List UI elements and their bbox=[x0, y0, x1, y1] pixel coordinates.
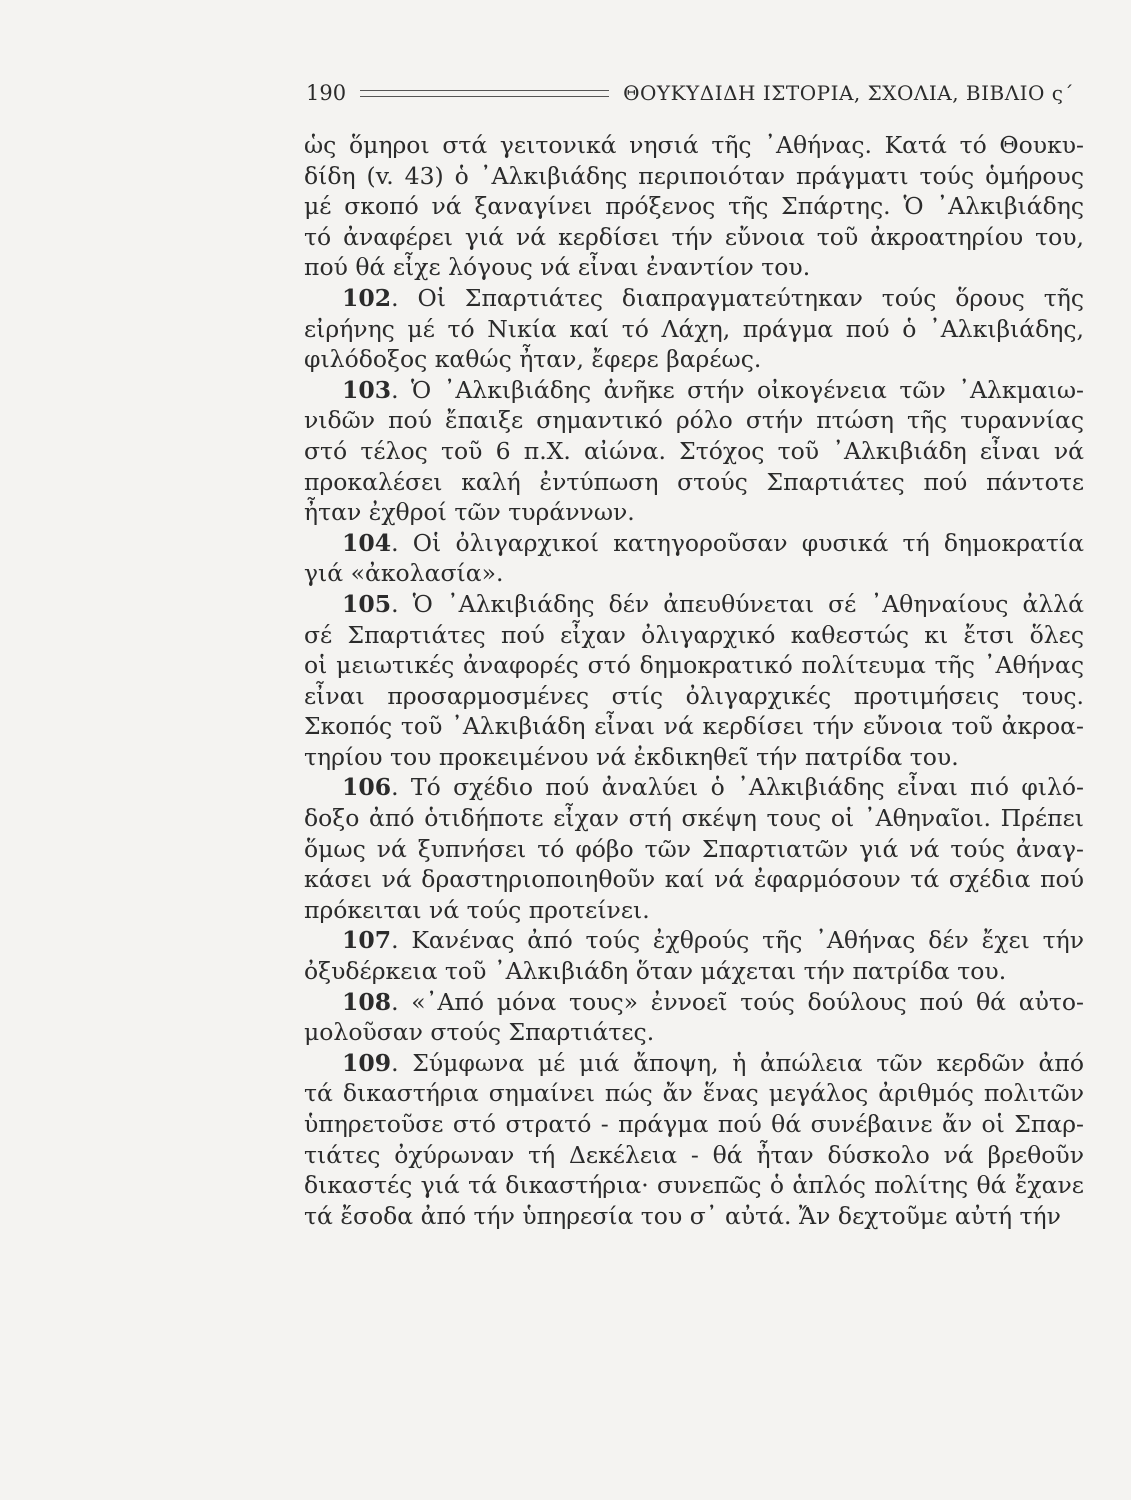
note-paragraph-102 bbox=[304, 283, 1084, 375]
text-line: ὑπηρετοῦσε στό στρατό - πράγμα πού θά συνέβαινε ἄν οἱ Σπαρ- bbox=[304, 1110, 1084, 1138]
note-number: 108 bbox=[342, 987, 392, 1016]
text-line bbox=[304, 772, 1084, 803]
text-line: πρόκειται νά τούς προτείνει. bbox=[304, 895, 650, 924]
text-line: νιδῶν πού ἔπαιξε σημαντικό ρόλο στήν πτώση τῆς τυραννίας bbox=[304, 406, 1084, 435]
text-line: ὡς ὅμηροι στά γειτονικά νησιά τῆς ᾿Αθήνας. Κατά τό Θουκυ- bbox=[304, 131, 1084, 159]
text-line: πού θά εἶχε λόγους νά εἶναι ἐναντίον του. bbox=[304, 253, 811, 282]
note-paragraph-104 bbox=[304, 528, 1084, 589]
note-number: 102 bbox=[342, 283, 392, 312]
note-number: 104 bbox=[342, 528, 392, 557]
page-number: 190 bbox=[306, 81, 347, 105]
text-line: ὀξυδέρκεια τοῦ ᾿Αλκιβιάδη ὅταν μάχεται τήν πατρίδα του. bbox=[304, 957, 1007, 986]
text-line: τηρίου του προκειμένου νά ἐκδικηθεῖ τήν πατρίδα του. bbox=[304, 742, 959, 771]
text-line: τά ἔσοδα ἀπό τήν ὑπηρεσία του σ᾿ αὐτά. Ἄν δεχτοῦμε αὐτή τήν bbox=[304, 1201, 1061, 1230]
text-line bbox=[304, 589, 1084, 620]
text-line: δοξο ἀπό ὁτιδήποτε εἶχαν στή σκέψη τους οἱ ᾿Αθηναῖοι. Πρέπει bbox=[304, 804, 1084, 833]
text-line: δίδη (v. 43) ὁ ᾿Αλκιβιάδης περιποιόταν πράγματι τούς ὁμήρους bbox=[304, 161, 1084, 190]
note-number: 105 bbox=[342, 589, 392, 618]
note-paragraph-108 bbox=[304, 987, 1084, 1048]
text-line: γιά «ἀκολασία». bbox=[304, 559, 504, 588]
text-line bbox=[304, 528, 1084, 559]
header-rule bbox=[360, 90, 609, 97]
text-line: κάσει νά δραστηριοποιηθοῦν καί νά ἐφαρμόσουν τά σχέδια πού bbox=[304, 865, 1084, 894]
text-line: ἦταν ἐχθροί τῶν τυράννων. bbox=[304, 498, 635, 527]
line-text: . Οἱ ὀλιγαρχικοί κατηγοροῦσαν φυσικά τή δημοκρατία bbox=[391, 528, 1084, 557]
text-line: τό ἀναφέρει γιά νά κερδίσει τήν εὔνοια τοῦ ἀκροατηρίου του, bbox=[304, 222, 1084, 251]
text-line: εἶναι προσαρμοσμένες στίς ὀλιγαρχικές προτιμήσεις τους. bbox=[304, 681, 1084, 710]
line-text: . Κανένας ἀπό τούς ἐχθρούς τῆς ᾿Αθήνας δέν ἔχει τήν bbox=[391, 926, 1084, 955]
running-header bbox=[306, 76, 1074, 110]
text-line bbox=[304, 375, 1084, 406]
text-line: στό τέλος τοῦ 6 π.Χ. αἰώνα. Στόχος τοῦ ᾿Αλκιβιάδη εἶναι νά bbox=[304, 436, 1084, 465]
text-line: δικαστές γιά τά δικαστήρια· συνεπῶς ὁ ἁπλός πολίτης θά ἔχανε bbox=[304, 1171, 1084, 1200]
line-text: . Τό σχέδιο πού ἀναλύει ὁ ᾿Αλκιβιάδης εἶναι πιό φιλό- bbox=[391, 773, 1084, 802]
line-text: . Οἱ Σπαρτιάτες διαπραγματεύτηκαν τούς ὅρους τῆς bbox=[391, 283, 1084, 312]
text-line: ὅμως νά ξυπνήσει τό φόβο τῶν Σπαρτιατῶν γιά νά τούς ἀναγ- bbox=[304, 834, 1084, 863]
line-text: . «᾿Από μόνα τους» ἐννοεῖ τούς δούλους πού θά αὐτο- bbox=[391, 987, 1084, 1016]
note-number: 107 bbox=[342, 926, 392, 955]
note-number: 103 bbox=[342, 375, 392, 404]
note-number: 106 bbox=[342, 773, 392, 802]
note-paragraph-105 bbox=[304, 589, 1084, 773]
note-paragraph-103 bbox=[304, 375, 1084, 528]
text-line: μέ σκοπό νά ξαναγίνει πρόξενος τῆς Σπάρτης. Ὁ ᾿Αλκιβιάδης bbox=[304, 192, 1084, 221]
text-line: μολοῦσαν στούς Σπαρτιάτες. bbox=[304, 1018, 655, 1047]
line-text: . Ὁ ᾿Αλκιβιάδης ἀνῆκε στήν οἰκογένεια τῶν ᾿Αλκμαιω- bbox=[391, 375, 1084, 404]
note-paragraph-109 bbox=[304, 1048, 1084, 1232]
body-text bbox=[304, 130, 1084, 1231]
note-paragraph-106 bbox=[304, 772, 1084, 925]
text-line: τά δικαστήρια σημαίνει πώς ἄν ἕνας μεγάλος ἀριθμός πολιτῶν bbox=[304, 1079, 1084, 1108]
text-line bbox=[304, 1048, 1084, 1079]
note-number: 109 bbox=[342, 1048, 392, 1077]
text-line: Σκοπός τοῦ ᾿Αλκιβιάδη εἶναι νά κερδίσει τήν εὔνοια τοῦ ἀκροα- bbox=[304, 712, 1084, 741]
running-title: ΘΟΥΚΥΔΙΔΗ ΙΣΤΟΡΙΑ, ΣΧΟΛΙΑ, ΒΙΒΛΙΟ ς΄ bbox=[623, 81, 1074, 105]
text-line bbox=[304, 925, 1084, 956]
line-text: . Ὁ ᾿Αλκιβιάδης δέν ἀπευθύνεται σέ ᾿Αθηναίους ἀλλά bbox=[391, 589, 1084, 618]
note-paragraph-107 bbox=[304, 925, 1084, 986]
text-line: σέ Σπαρτιάτες πού εἶχαν ὀλιγαρχικό καθεστώς κι ἔτσι ὅλες bbox=[304, 620, 1084, 649]
text-line: προκαλέσει καλή ἐντύπωση στούς Σπαρτιάτες πού πάντοτε bbox=[304, 467, 1084, 496]
text-line: τιάτες ὀχύρωναν τή Δεκέλεια - θά ἦταν δύσκολο νά βρεθοῦν bbox=[304, 1140, 1084, 1169]
line-text: . Σύμφωνα μέ μιά ἄποψη, ἡ ἀπώλεια τῶν κερδῶν ἀπό bbox=[391, 1048, 1084, 1077]
text-line: εἰρήνης μέ τό Νικία καί τό Λάχη, πράγμα πού ὁ ᾿Αλκιβιάδης, bbox=[304, 314, 1084, 343]
continued-paragraph bbox=[304, 130, 1084, 283]
text-line: φιλόδοξος καθώς ἦταν, ἔφερε βαρέως. bbox=[304, 345, 762, 374]
text-line: οἱ μειωτικές ἀναφορές στό δημοκρατικό πολίτευμα τῆς ᾿Αθήνας bbox=[304, 651, 1084, 680]
text-line bbox=[304, 987, 1084, 1018]
text-line bbox=[304, 283, 1084, 314]
